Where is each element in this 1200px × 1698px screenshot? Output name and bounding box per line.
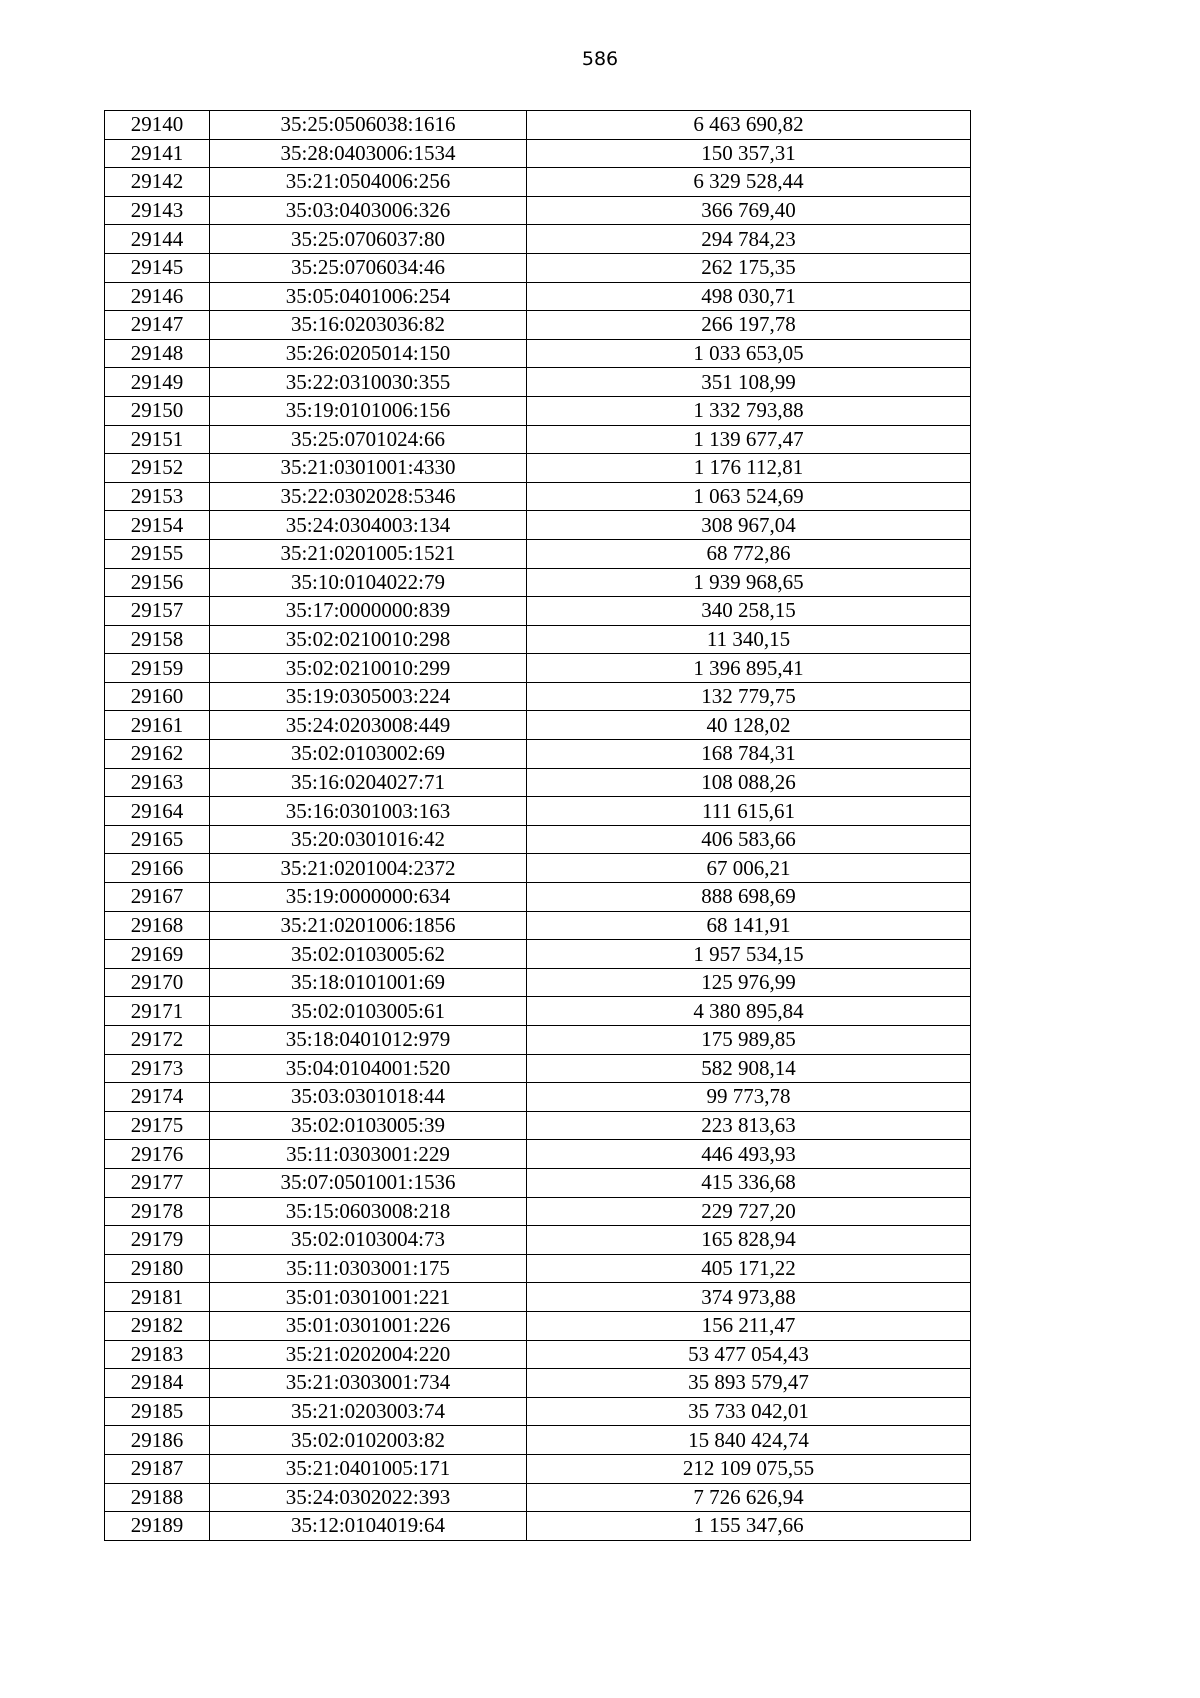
row-number-cell: 29160	[105, 682, 210, 711]
cadastral-value-cell: 11 340,15	[527, 625, 971, 654]
cadastral-value-cell: 1 155 347,66	[527, 1512, 971, 1541]
row-number-cell: 29181	[105, 1283, 210, 1312]
row-number-cell: 29176	[105, 1140, 210, 1169]
cadastral-value-cell: 1 396 895,41	[527, 654, 971, 683]
cadastral-value-cell: 405 171,22	[527, 1254, 971, 1283]
table-row	[105, 997, 971, 1026]
table-row	[105, 797, 971, 826]
cadastral-number-cell: 35:21:0303001:734	[210, 1369, 527, 1398]
cadastral-number-cell: 35:21:0203003:74	[210, 1397, 527, 1426]
cadastral-value-cell: 6 463 690,82	[527, 111, 971, 140]
table-row	[105, 883, 971, 912]
cadastral-number-cell: 35:25:0706034:46	[210, 253, 527, 282]
table-row	[105, 1369, 971, 1398]
table-row	[105, 311, 971, 340]
table-row	[105, 1168, 971, 1197]
cadastral-value-cell: 15 840 424,74	[527, 1426, 971, 1455]
cadastral-number-cell: 35:24:0302022:393	[210, 1483, 527, 1512]
cadastral-value-cell: 340 258,15	[527, 597, 971, 626]
cadastral-value-cell: 53 477 054,43	[527, 1340, 971, 1369]
cadastral-number-cell: 35:22:0302028:5346	[210, 482, 527, 511]
row-number-cell: 29158	[105, 625, 210, 654]
cadastral-value-cell: 229 727,20	[527, 1197, 971, 1226]
cadastral-number-cell: 35:19:0000000:634	[210, 883, 527, 912]
row-number-cell: 29151	[105, 425, 210, 454]
cadastral-number-cell: 35:12:0104019:64	[210, 1512, 527, 1541]
cadastral-value-cell: 4 380 895,84	[527, 997, 971, 1026]
cadastral-value-cell: 6 329 528,44	[527, 168, 971, 197]
row-number-cell: 29147	[105, 311, 210, 340]
cadastral-number-cell: 35:15:0603008:218	[210, 1197, 527, 1226]
row-number-cell: 29149	[105, 368, 210, 397]
table-row	[105, 539, 971, 568]
cadastral-number-cell: 35:17:0000000:839	[210, 597, 527, 626]
table-row	[105, 111, 971, 140]
table-row	[105, 454, 971, 483]
table-row	[105, 1226, 971, 1255]
table-row	[105, 1454, 971, 1483]
cadastral-value-cell: 1 063 524,69	[527, 482, 971, 511]
row-number-cell: 29173	[105, 1054, 210, 1083]
cadastral-number-cell: 35:22:0310030:355	[210, 368, 527, 397]
cadastral-number-cell: 35:01:0301001:226	[210, 1311, 527, 1340]
row-number-cell: 29180	[105, 1254, 210, 1283]
table-row	[105, 1197, 971, 1226]
row-number-cell: 29163	[105, 768, 210, 797]
cadastral-value-cell: 108 088,26	[527, 768, 971, 797]
cadastral-number-cell: 35:02:0103004:73	[210, 1226, 527, 1255]
cadastral-number-cell: 35:24:0203008:449	[210, 711, 527, 740]
cadastral-value-cell: 446 493,93	[527, 1140, 971, 1169]
table-row	[105, 625, 971, 654]
cadastral-number-cell: 35:03:0403006:326	[210, 196, 527, 225]
cadastral-value-cell: 150 357,31	[527, 139, 971, 168]
table-row	[105, 854, 971, 883]
table-row	[105, 396, 971, 425]
cadastral-value-cell: 1 139 677,47	[527, 425, 971, 454]
row-number-cell: 29168	[105, 911, 210, 940]
cadastral-value-cell: 406 583,66	[527, 825, 971, 854]
cadastral-value-cell: 35 733 042,01	[527, 1397, 971, 1426]
row-number-cell: 29166	[105, 854, 210, 883]
cadastral-value-cell: 99 773,78	[527, 1083, 971, 1112]
row-number-cell: 29164	[105, 797, 210, 826]
table-row	[105, 568, 971, 597]
table-row	[105, 1111, 971, 1140]
cadastral-number-cell: 35:21:0504006:256	[210, 168, 527, 197]
page-number: 586	[581, 48, 619, 70]
row-number-cell: 29145	[105, 253, 210, 282]
row-number-cell: 29153	[105, 482, 210, 511]
cadastral-value-cell: 35 893 579,47	[527, 1369, 971, 1398]
cadastral-number-cell: 35:02:0102003:82	[210, 1426, 527, 1455]
cadastral-number-cell: 35:03:0301018:44	[210, 1083, 527, 1112]
cadastral-number-cell: 35:02:0210010:299	[210, 654, 527, 683]
cadastral-value-cell: 366 769,40	[527, 196, 971, 225]
cadastral-number-cell: 35:01:0301001:221	[210, 1283, 527, 1312]
row-number-cell: 29182	[105, 1311, 210, 1340]
row-number-cell: 29185	[105, 1397, 210, 1426]
table-row	[105, 1140, 971, 1169]
row-number-cell: 29143	[105, 196, 210, 225]
cadastral-number-cell: 35:24:0304003:134	[210, 511, 527, 540]
cadastral-number-cell: 35:02:0103005:61	[210, 997, 527, 1026]
row-number-cell: 29183	[105, 1340, 210, 1369]
cadastral-value-cell: 415 336,68	[527, 1168, 971, 1197]
row-number-cell: 29184	[105, 1369, 210, 1398]
cadastral-number-cell: 35:16:0301003:163	[210, 797, 527, 826]
row-number-cell: 29150	[105, 396, 210, 425]
cadastral-value-cell: 498 030,71	[527, 282, 971, 311]
table-row	[105, 1483, 971, 1512]
table-row	[105, 1397, 971, 1426]
table-row	[105, 1254, 971, 1283]
cadastral-number-cell: 35:11:0303001:175	[210, 1254, 527, 1283]
cadastral-value-cell: 156 211,47	[527, 1311, 971, 1340]
cadastral-number-cell: 35:18:0401012:979	[210, 1026, 527, 1055]
cadastral-value-cell: 111 615,61	[527, 797, 971, 826]
cadastral-number-cell: 35:02:0103005:62	[210, 940, 527, 969]
row-number-cell: 29142	[105, 168, 210, 197]
row-number-cell: 29161	[105, 711, 210, 740]
row-number-cell: 29165	[105, 825, 210, 854]
cadastral-value-cell: 294 784,23	[527, 225, 971, 254]
table-row	[105, 368, 971, 397]
row-number-cell: 29141	[105, 139, 210, 168]
cadastral-number-cell: 35:21:0202004:220	[210, 1340, 527, 1369]
cadastral-value-cell: 125 976,99	[527, 968, 971, 997]
row-number-cell: 29189	[105, 1512, 210, 1541]
cadastral-value-cell: 888 698,69	[527, 883, 971, 912]
row-number-cell: 29170	[105, 968, 210, 997]
row-number-cell: 29140	[105, 111, 210, 140]
table-row	[105, 682, 971, 711]
cadastral-number-cell: 35:25:0701024:66	[210, 425, 527, 454]
cadastral-number-cell: 35:25:0506038:1616	[210, 111, 527, 140]
cadastral-value-cell: 374 973,88	[527, 1283, 971, 1312]
table-row	[105, 339, 971, 368]
cadastral-number-cell: 35:21:0401005:171	[210, 1454, 527, 1483]
cadastral-value-cell: 1 033 653,05	[527, 339, 971, 368]
cadastral-value-cell: 262 175,35	[527, 253, 971, 282]
cadastral-number-cell: 35:07:0501001:1536	[210, 1168, 527, 1197]
row-number-cell: 29188	[105, 1483, 210, 1512]
cadastral-value-cell: 308 967,04	[527, 511, 971, 540]
table-row	[105, 711, 971, 740]
cadastral-number-cell: 35:21:0201005:1521	[210, 539, 527, 568]
table-row	[105, 282, 971, 311]
table-row	[105, 911, 971, 940]
cadastral-value-cell: 68 141,91	[527, 911, 971, 940]
row-number-cell: 29174	[105, 1083, 210, 1112]
table-row	[105, 1054, 971, 1083]
table-row	[105, 968, 971, 997]
cadastral-value-cell: 223 813,63	[527, 1111, 971, 1140]
cadastral-value-cell: 351 108,99	[527, 368, 971, 397]
cadastral-value-cell: 67 006,21	[527, 854, 971, 883]
row-number-cell: 29167	[105, 883, 210, 912]
table-row	[105, 1026, 971, 1055]
table-row	[105, 482, 971, 511]
cadastral-number-cell: 35:25:0706037:80	[210, 225, 527, 254]
table-row	[105, 225, 971, 254]
table-row	[105, 597, 971, 626]
table-row	[105, 1083, 971, 1112]
table-row	[105, 768, 971, 797]
cadastral-number-cell: 35:20:0301016:42	[210, 825, 527, 854]
cadastral-value-cell: 1 332 793,88	[527, 396, 971, 425]
cadastral-number-cell: 35:04:0104001:520	[210, 1054, 527, 1083]
cadastral-value-table	[104, 110, 971, 1541]
cadastral-value-cell: 132 779,75	[527, 682, 971, 711]
row-number-cell: 29171	[105, 997, 210, 1026]
row-number-cell: 29157	[105, 597, 210, 626]
cadastral-number-cell: 35:26:0205014:150	[210, 339, 527, 368]
row-number-cell: 29156	[105, 568, 210, 597]
cadastral-number-cell: 35:18:0101001:69	[210, 968, 527, 997]
row-number-cell: 29155	[105, 539, 210, 568]
cadastral-value-cell: 1 176 112,81	[527, 454, 971, 483]
row-number-cell: 29172	[105, 1026, 210, 1055]
row-number-cell: 29177	[105, 1168, 210, 1197]
row-number-cell: 29186	[105, 1426, 210, 1455]
row-number-cell: 29175	[105, 1111, 210, 1140]
table-row	[105, 1426, 971, 1455]
table-row	[105, 425, 971, 454]
cadastral-number-cell: 35:11:0303001:229	[210, 1140, 527, 1169]
row-number-cell: 29169	[105, 940, 210, 969]
cadastral-number-cell: 35:21:0201004:2372	[210, 854, 527, 883]
row-number-cell: 29162	[105, 740, 210, 769]
table-body	[105, 111, 971, 1541]
row-number-cell: 29154	[105, 511, 210, 540]
cadastral-value-cell: 40 128,02	[527, 711, 971, 740]
table-row	[105, 253, 971, 282]
row-number-cell: 29148	[105, 339, 210, 368]
row-number-cell: 29144	[105, 225, 210, 254]
table-row	[105, 196, 971, 225]
cadastral-value-cell: 1 957 534,15	[527, 940, 971, 969]
table-row	[105, 511, 971, 540]
table-row	[105, 139, 971, 168]
cadastral-value-cell: 582 908,14	[527, 1054, 971, 1083]
table-row	[105, 740, 971, 769]
cadastral-number-cell: 35:21:0301001:4330	[210, 454, 527, 483]
cadastral-number-cell: 35:02:0103005:39	[210, 1111, 527, 1140]
cadastral-value-cell: 165 828,94	[527, 1226, 971, 1255]
table-row	[105, 1512, 971, 1541]
cadastral-value-cell: 266 197,78	[527, 311, 971, 340]
table-row	[105, 1311, 971, 1340]
row-number-cell: 29152	[105, 454, 210, 483]
cadastral-number-cell: 35:16:0203036:82	[210, 311, 527, 340]
cadastral-number-cell: 35:19:0305003:224	[210, 682, 527, 711]
row-number-cell: 29179	[105, 1226, 210, 1255]
row-number-cell: 29178	[105, 1197, 210, 1226]
cadastral-value-cell: 1 939 968,65	[527, 568, 971, 597]
cadastral-number-cell: 35:10:0104022:79	[210, 568, 527, 597]
cadastral-number-cell: 35:05:0401006:254	[210, 282, 527, 311]
cadastral-value-cell: 212 109 075,55	[527, 1454, 971, 1483]
cadastral-number-cell: 35:19:0101006:156	[210, 396, 527, 425]
table-row	[105, 654, 971, 683]
cadastral-number-cell: 35:02:0103002:69	[210, 740, 527, 769]
cadastral-number-cell: 35:02:0210010:298	[210, 625, 527, 654]
table-row	[105, 168, 971, 197]
cadastral-number-cell: 35:28:0403006:1534	[210, 139, 527, 168]
cadastral-value-cell: 168 784,31	[527, 740, 971, 769]
table-row	[105, 940, 971, 969]
row-number-cell: 29146	[105, 282, 210, 311]
row-number-cell: 29159	[105, 654, 210, 683]
table-row	[105, 1283, 971, 1312]
cadastral-value-cell: 68 772,86	[527, 539, 971, 568]
row-number-cell: 29187	[105, 1454, 210, 1483]
cadastral-value-cell: 175 989,85	[527, 1026, 971, 1055]
cadastral-number-cell: 35:21:0201006:1856	[210, 911, 527, 940]
table-row	[105, 1340, 971, 1369]
cadastral-number-cell: 35:16:0204027:71	[210, 768, 527, 797]
table-row	[105, 825, 971, 854]
cadastral-value-cell: 7 726 626,94	[527, 1483, 971, 1512]
